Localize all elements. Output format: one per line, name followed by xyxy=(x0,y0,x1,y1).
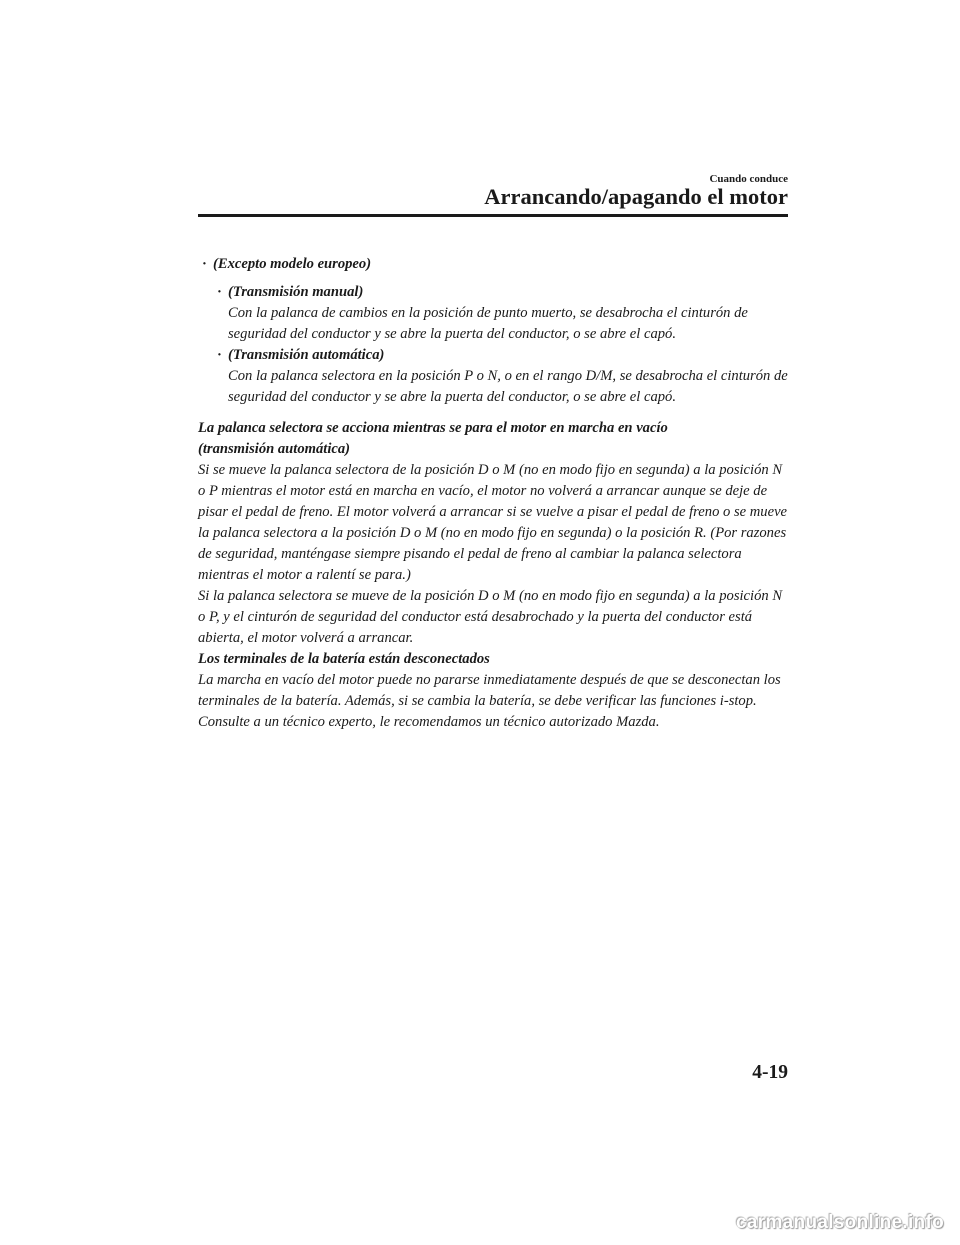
manual-transmission-text: Con la palanca de cambios en la posición de punto muerto, se desabrocha el cinturón de seguridad del conductor y se abre la puerta del conductor, o se abre el capó. xyxy=(228,305,748,342)
model-condition-item xyxy=(202,254,788,275)
automatic-transmission-item xyxy=(217,345,788,408)
selector-heading-line-1: La palanca selectora se acciona mientras se para el motor en marcha en vacío xyxy=(198,420,668,436)
battery-paragraph: La marcha en vacío del motor puede no pararse inmediatamente después de que se desconectan los terminales de la batería. Además, si se cambia la batería, se debe verificar las funciones i-stop. Consulte a un técnico experto, le recomendamos un técnico autorizado Mazda. xyxy=(198,672,781,730)
battery-heading: Los terminales de la batería están desconectados xyxy=(198,651,490,667)
automatic-transmission-title: (Transmisión automática) xyxy=(228,347,385,363)
automatic-transmission-text: Con la palanca selectora en la posición P o N, o en el rango D/M, se desabrocha el cinturón de seguridad del conductor y se abre la puerta del conductor, o se abre el capó. xyxy=(228,368,788,405)
selector-paragraph-1: Si se mueve la palanca selectora de la posición D o M (no en modo fijo en segunda) a la posición N o P mientras el motor está en marcha en vacío, el motor no volverá a arrancar aunque se deje de pisar el pedal de freno. El motor volverá a arrancar si se vuelve a pisar el pedal de freno o se mueve la palanca selectora a la posición D o M (no en modo fijo en segunda) o la posición R. (Por razones de seguridad, manténgase siempre pisando el pedal de freno al cambiar la palanca selectora mientras el motor a ralentí se para.) xyxy=(198,462,788,583)
watermark-url: carmanualsonline.info xyxy=(736,1212,944,1233)
manual-transmission-item xyxy=(217,282,788,345)
selector-paragraph-2: Si la palanca selectora se mueve de la posición D o M (no en modo fijo en segunda) a la posición N o P, y el cinturón de seguridad del conductor está desabrochado y la puerta del conductor está abierta, el motor volverá a arrancar. xyxy=(198,588,783,646)
bullet-icon: · xyxy=(217,284,222,300)
header-divider xyxy=(198,214,788,217)
selector-heading-line-2: (transmisión automática) xyxy=(198,441,351,457)
page-number: 4-19 xyxy=(752,1062,788,1083)
model-condition-label: (Excepto modelo europeo) xyxy=(213,256,372,272)
section-label: Cuando conduce xyxy=(709,173,788,185)
bullet-icon: · xyxy=(202,256,207,272)
manual-transmission-title: (Transmisión manual) xyxy=(228,284,364,300)
page-title: Arrancando/apagando el motor xyxy=(484,184,788,209)
selector-heading xyxy=(198,418,788,460)
main-content xyxy=(198,254,788,733)
bullet-icon: · xyxy=(217,347,222,363)
